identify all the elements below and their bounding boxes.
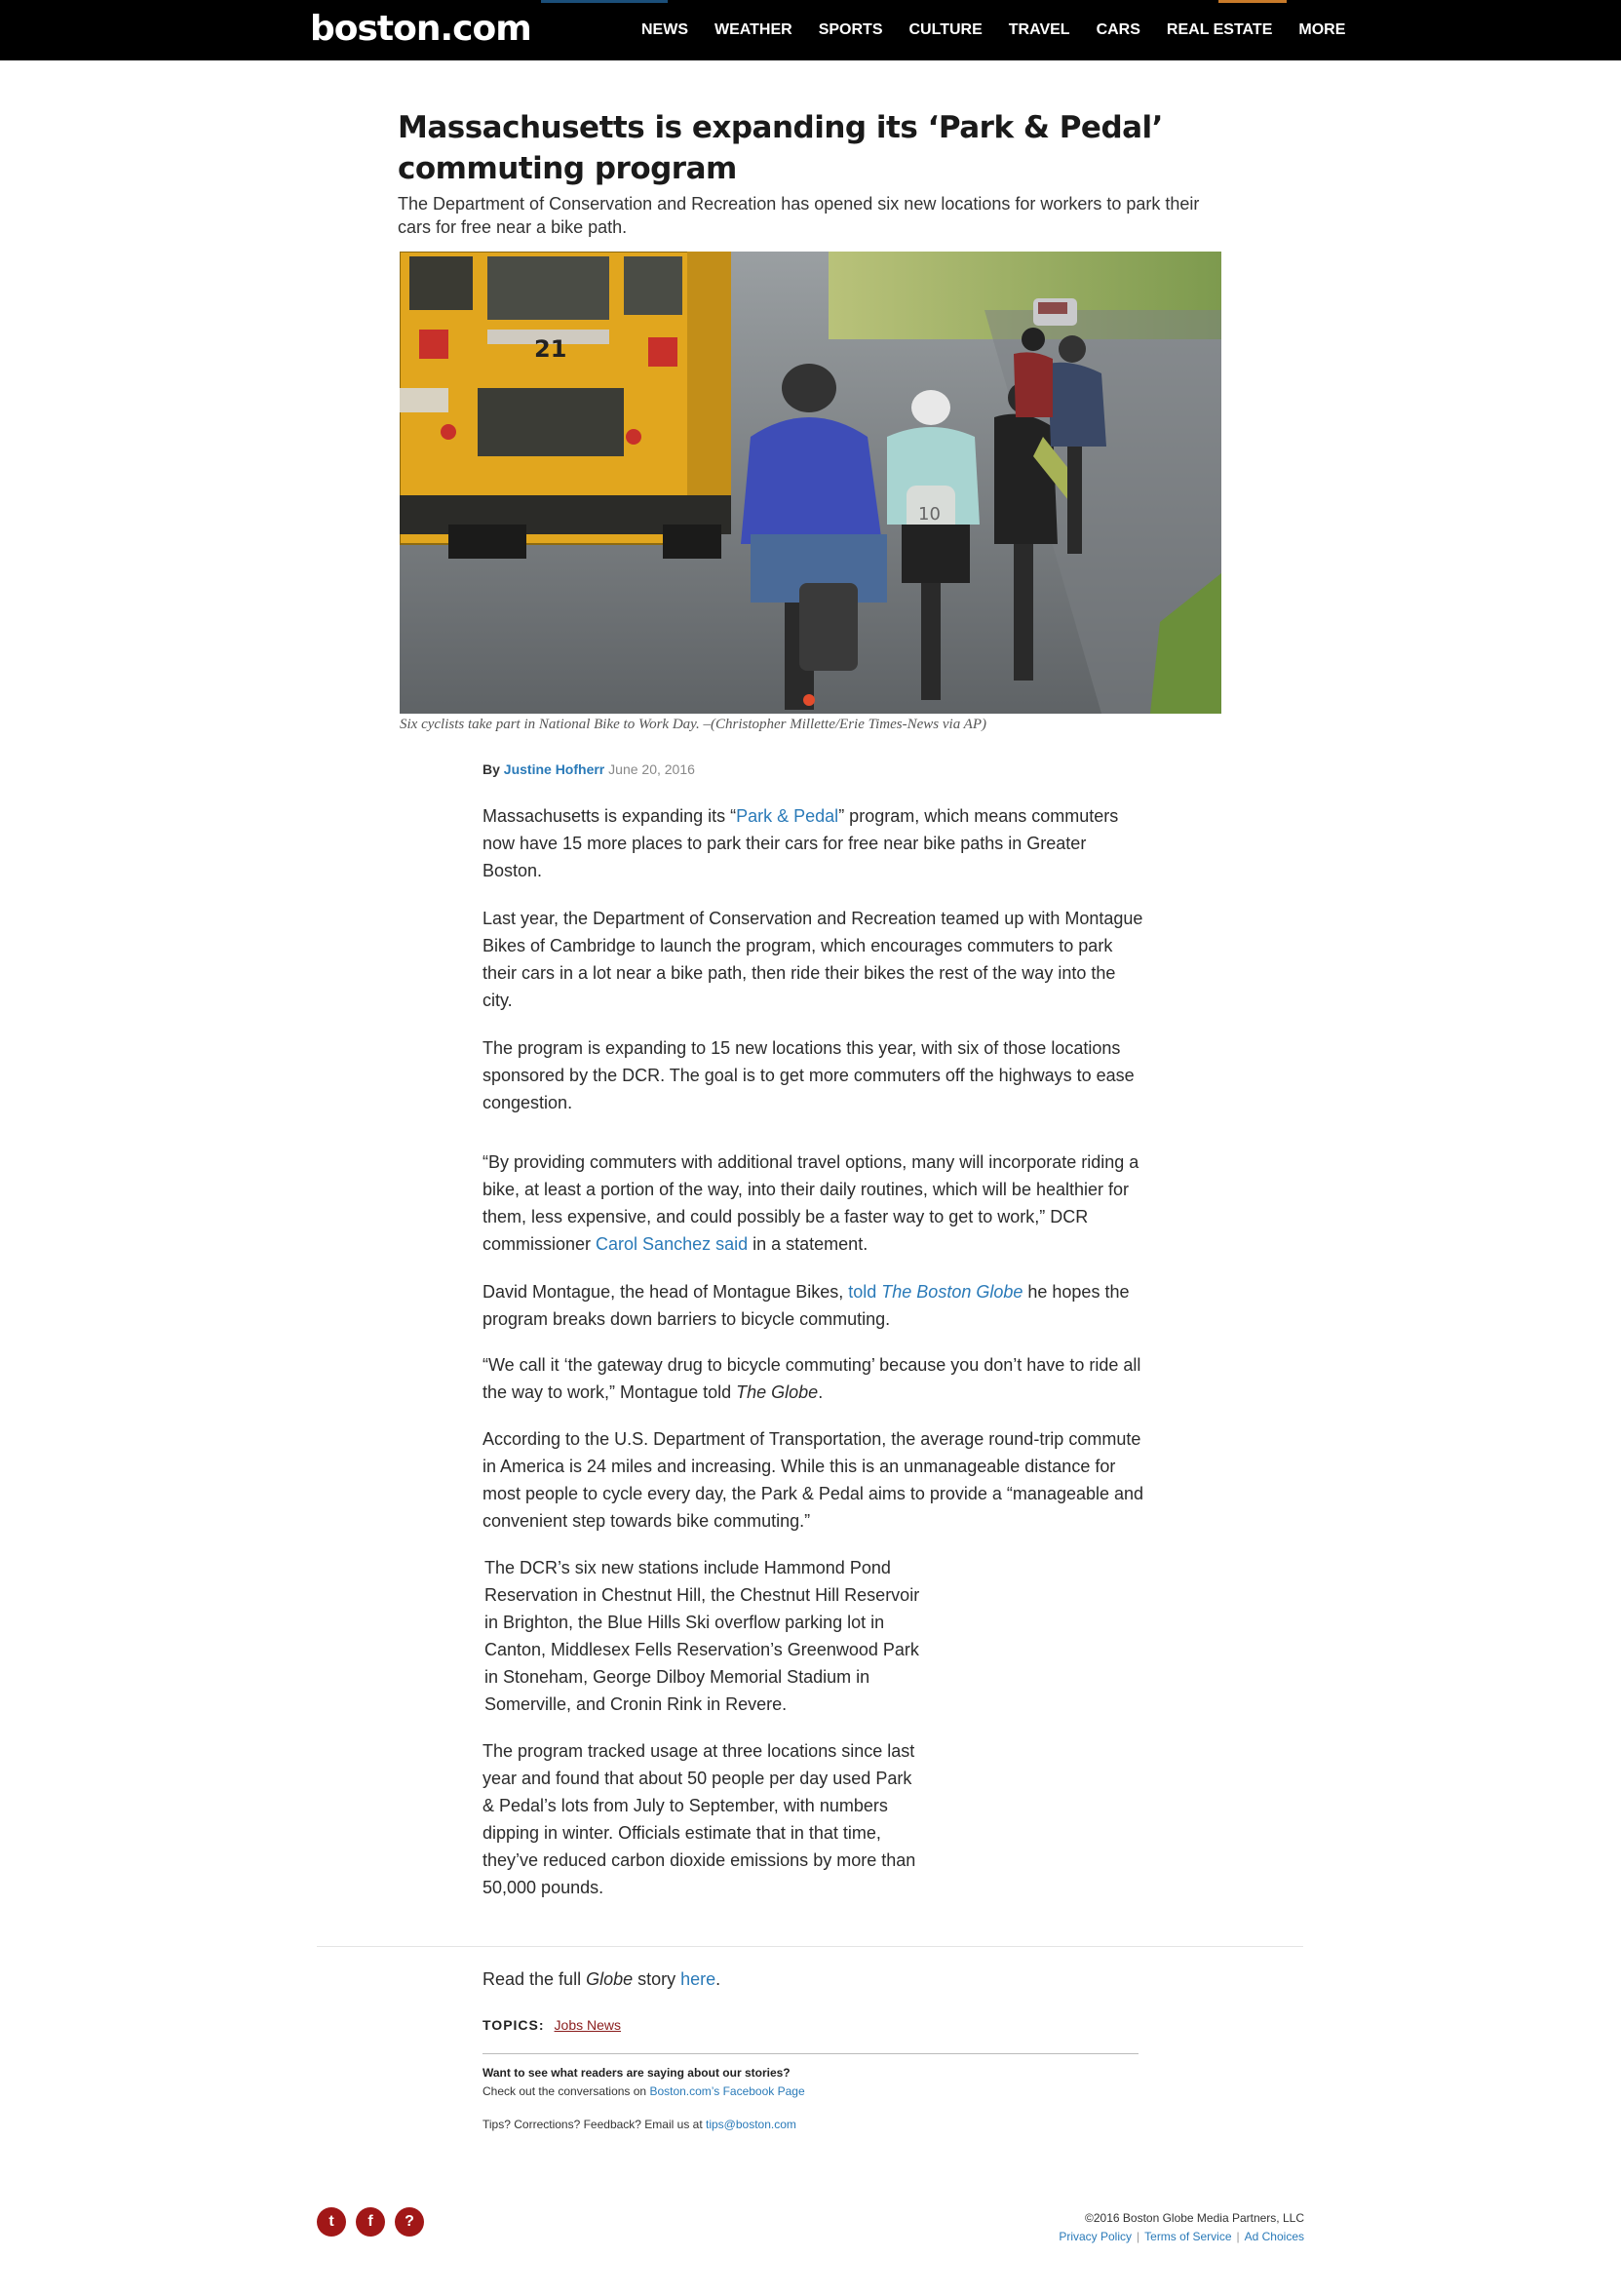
- carol-sanchez-link[interactable]: Carol Sanchez said: [596, 1234, 749, 1254]
- article-headline: Massachusetts is expanding its ‘Park & Pedal’ commuting program: [398, 110, 1163, 186]
- footer-legal: [1059, 2209, 1304, 2246]
- section-divider: [317, 1946, 1303, 1947]
- topics: [482, 2017, 621, 2033]
- readers-title-text: Want to see what readers are saying about our stories?: [482, 2066, 791, 2080]
- social-links: [317, 2207, 424, 2237]
- nav-accent: [1218, 0, 1287, 3]
- paragraph-text: in a statement.: [748, 1234, 868, 1254]
- paragraph-1: [482, 802, 1145, 884]
- nav-sports[interactable]: SPORTS: [818, 21, 883, 38]
- nav-culture[interactable]: CULTURE: [908, 21, 983, 38]
- park-pedal-link[interactable]: Park & Pedal: [736, 806, 839, 826]
- facebook-icon[interactable]: f: [356, 2207, 385, 2237]
- tips-copy: Tips? Corrections? Feedback? Email us at: [482, 2118, 706, 2131]
- photo-caption: Six cyclists take part in National Bike to Work Day. –(Christopher Millette/Erie Times-News via AP): [400, 717, 987, 732]
- tips-line: [482, 2118, 796, 2131]
- readers-copy: Check out the conversations on: [482, 2084, 650, 2098]
- help-icon[interactable]: ?: [395, 2207, 424, 2237]
- paragraph-text: Massachusetts is expanding its “: [482, 806, 737, 826]
- readers-text: [482, 2084, 805, 2098]
- footer-sep: |: [1137, 2230, 1140, 2243]
- article-dek: The Department of Conservation and Recreation has opened six new locations for workers to park their cars for free near a bike path.: [398, 194, 1200, 237]
- paragraph-text: .: [715, 1969, 721, 1989]
- nav-cars[interactable]: CARS: [1096, 21, 1140, 38]
- paragraph-2: Last year, the Department of Conservation and Recreation teamed up with Montague Bikes of Cambridge to launch the program, which encourages commuters to park their cars in a lot near a bike path, then ride their bikes the rest of the way into the city.: [482, 909, 1143, 1010]
- boston-globe-link[interactable]: [848, 1282, 1023, 1302]
- paragraph-text: .: [818, 1382, 824, 1402]
- ad-choices-link[interactable]: Ad Choices: [1244, 2230, 1304, 2243]
- paragraph-9: The program tracked usage at three locations since last year and found that about 50 people per day used Park & Pedal’s lots from July to September, with numbers dipping in winter. Officials estimate that in that time, they’ve reduced carbon dioxide emissions by more than 50,000 pounds.: [482, 1741, 916, 1897]
- site-logo[interactable]: boston.com: [310, 9, 531, 49]
- paragraph-italic: The Globe: [736, 1382, 819, 1402]
- nav-accent: [541, 0, 668, 3]
- footer-sep: |: [1236, 2230, 1240, 2243]
- paragraph-6: [482, 1351, 1145, 1406]
- link-text: The Boston Globe: [881, 1282, 1023, 1302]
- paragraph-4: [482, 1148, 1145, 1258]
- copyright: ©2016 Boston Globe Media Partners, LLC: [1085, 2211, 1304, 2225]
- paragraph-text: story: [633, 1969, 681, 1989]
- paragraph-text: “We call it ‘the gateway drug to bicycle commuting’ because you don’t have to ride all the way to work,” Montague told: [482, 1355, 1141, 1402]
- nav-travel[interactable]: TRAVEL: [1008, 21, 1070, 38]
- readers-title: [482, 2066, 791, 2080]
- twitter-icon[interactable]: t: [317, 2207, 346, 2237]
- paragraph-8: The DCR’s six new stations include Hammond Pond Reservation in Chestnut Hill, the Chestnut Hill Reservoir in Brighton, the Blue Hills Ski overflow parking lot in Canton, Middlesex Fells Reservation’s Greenwood Park in Stoneham, George Dilboy Memorial Stadium in Somerville, and Cronin Rink in Revere.: [484, 1558, 920, 1714]
- backpack-number: 10: [918, 504, 941, 525]
- nav-weather[interactable]: WEATHER: [714, 21, 792, 38]
- paragraph-text: David Montague, the head of Montague Bikes,: [482, 1282, 849, 1302]
- paragraph-text: “By providing commuters with additional travel options, many will incorporate riding a bike, at least a portion of the way, into their daily routines, which will be healthier for them, less expensive, and could possibly be a faster way to get to work,” DCR commissioner: [482, 1152, 1139, 1254]
- article-photo: [400, 252, 1221, 714]
- nav-news[interactable]: NEWS: [641, 21, 688, 38]
- tips-email-link[interactable]: tips@boston.com: [706, 2118, 796, 2131]
- paragraph-3: The program is expanding to 15 new locations this year, with six of those locations sponsored by the DCR. The goal is to get more commuters off the highways to ease congestion.: [482, 1038, 1135, 1112]
- terms-link[interactable]: Terms of Service: [1144, 2230, 1232, 2243]
- paragraph-text: ” program, which means commuters now have 15 more places to park their cars for free near bike paths in Greater Boston.: [482, 806, 1119, 880]
- publish-date: June 20, 2016: [608, 761, 695, 777]
- nav-more[interactable]: MORE: [1298, 21, 1346, 38]
- link-text: told: [848, 1282, 882, 1302]
- bus-number: 21: [534, 335, 567, 363]
- privacy-policy-link[interactable]: Privacy Policy: [1059, 2230, 1133, 2243]
- read-full-story: [482, 1965, 1145, 1993]
- byline-by: By: [482, 761, 500, 777]
- author-link[interactable]: Justine Hofherr: [503, 761, 605, 777]
- full-story-link[interactable]: here: [680, 1969, 716, 1989]
- topics-rule: [482, 2053, 1139, 2054]
- paragraph-7: According to the U.S. Department of Transportation, the average round-trip commute in America is 24 miles and increasing. While this is an unmanageable distance for most people to cycle every day, the Park & Pedal aims to provide a “manageable and convenient step towards bike commuting.”: [482, 1429, 1144, 1531]
- main-nav: [641, 21, 1371, 39]
- topic-jobs-news[interactable]: Jobs News: [554, 2017, 621, 2033]
- topics-label: TOPICS:: [482, 2017, 545, 2033]
- byline: [482, 761, 695, 777]
- paragraph-text: he hopes the program breaks down barriers to bicycle commuting.: [482, 1282, 1130, 1329]
- facebook-page-link[interactable]: Boston.com’s Facebook Page: [649, 2084, 805, 2098]
- paragraph-5: [482, 1278, 1145, 1333]
- footer-links: [1059, 2228, 1304, 2246]
- nav-real-estate[interactable]: REAL ESTATE: [1166, 21, 1273, 38]
- paragraph-text: Read the full: [482, 1969, 587, 1989]
- top-nav-bar: [0, 0, 1621, 60]
- paragraph-italic: Globe: [586, 1969, 634, 1989]
